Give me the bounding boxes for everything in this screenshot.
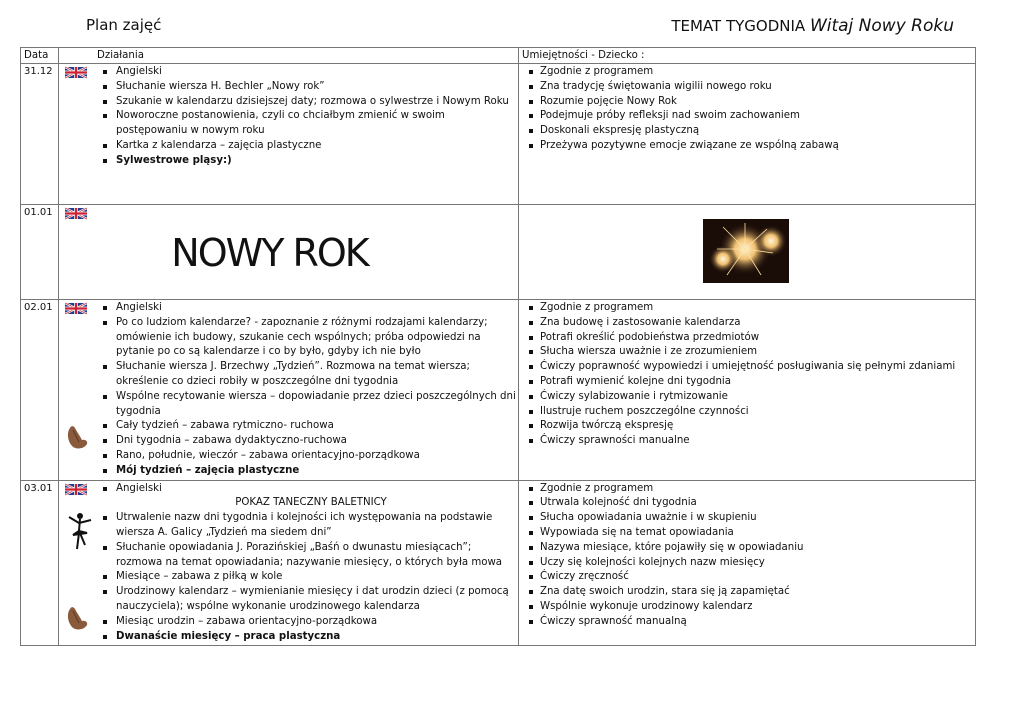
list-item: Przeżywa pozytywne emocje związane ze wspólną zabawą <box>540 139 975 154</box>
list-item: Urodzinowy kalendarz – wymienianie miesięcy i dat urodzin dzieci (z pomocą nauczyciela); wspólne wykonanie urodzinowego kalendarza <box>110 585 518 615</box>
list-item: Nazywa miesiące, które pojawiły się w opowiadaniu <box>540 541 975 556</box>
list-item: Potrafi wymienić kolejne dni tygodnia <box>540 375 975 390</box>
list-item: Słuchanie opowiadania J. Porazińskiej „Baśń o dwunastu miesiącach”; rozmowa na temat opowiadania; nazywanie miesięcy, o których była mowa <box>110 541 518 571</box>
fireworks-photo <box>703 219 789 283</box>
dance-show-heading: POKAZ TANECZNY BALETNICY <box>235 497 387 509</box>
activities-cell <box>59 300 519 481</box>
list-item: Angielski <box>110 65 518 80</box>
list-item: Rano, południe, wieczór – zabawa orientacyjno-porządkowa <box>110 449 518 464</box>
skills-cell <box>519 205 976 300</box>
row-date: 03.01 <box>21 480 59 646</box>
uk-flag-icon <box>65 302 87 315</box>
list-item: Miesiąc urodzin – zabawa orientacyjno-porządkowa <box>110 615 518 630</box>
list-item: Słucha opowiadania uważnie i w skupieniu <box>540 511 975 526</box>
ballerina-icon <box>65 511 93 551</box>
column-header-activities: Działania <box>59 48 519 64</box>
list-item: Sylwestrowe pląsy:) <box>110 154 518 169</box>
week-theme <box>671 16 954 36</box>
list-item: Noworoczne postanowienia, czyli co chciałbym zmienić w swoim postępowaniu w nowym roku <box>110 109 518 139</box>
list-item: Wspólne recytowanie wiersza – dopowiadanie przez dzieci poszczególnych dni tygodnia <box>110 390 518 420</box>
list-item: Ćwiczy zręczność <box>540 570 975 585</box>
clapping-hand-icon <box>64 424 90 450</box>
plan-title: Plan zajęć <box>86 16 162 34</box>
skills-cell <box>519 300 976 481</box>
theme-prefix: TEMAT TYGODNIA <box>671 17 806 35</box>
activities-cell <box>59 480 519 646</box>
list-item: Utrwala kolejność dni tygodnia <box>540 496 975 511</box>
skills-cell <box>519 64 976 205</box>
list-item: Mój tydzień – zajęcia plastyczne <box>110 464 518 479</box>
list-item: Zgodnie z programem <box>540 301 975 316</box>
list-item: Rozwija twórczą ekspresję <box>540 419 975 434</box>
list-item: Słucha wiersza uważnie i ze zrozumieniem <box>540 345 975 360</box>
list-item: Zgodnie z programem <box>540 482 975 497</box>
table-row <box>21 480 976 646</box>
list-item: Szukanie w kalendarzu dzisiejszej daty; rozmowa o sylwestrze i Nowym Roku <box>110 95 518 110</box>
row-date: 01.01 <box>21 205 59 300</box>
list-item: Podejmuje próby refleksji nad swoim zachowaniem <box>540 109 975 124</box>
column-header-date: Data <box>21 48 59 64</box>
list-item: Miesiące – zabawa z piłką w kole <box>110 570 518 585</box>
list-item: Potrafi określić podobieństwa przedmiotów <box>540 331 975 346</box>
row-date: 31.12 <box>21 64 59 205</box>
list-item: Zna budowę i zastosowanie kalendarza <box>540 316 975 331</box>
activities-cell <box>59 205 519 300</box>
list-item: Dni tygodnia – zabawa dydaktyczno-ruchowa <box>110 434 518 449</box>
list-item: Doskonali ekspresję plastyczną <box>540 124 975 139</box>
activities-cell <box>59 64 519 205</box>
plan-table <box>20 47 976 646</box>
clapping-hand-icon <box>64 605 90 631</box>
column-header-skills: Umiejętności - Dziecko : <box>519 48 976 64</box>
list-item: Angielski <box>110 482 518 497</box>
theme-name: Witaj Nowy Roku <box>809 16 954 36</box>
list-item: Słuchanie wiersza J. Brzechwy „Tydzień”. Rozmowa na temat wiersza; określenie co dzieci robiły w poszczególne dni tygodnia <box>110 360 518 390</box>
list-item: Kartka z kalendarza – zajęcia plastyczne <box>110 139 518 154</box>
list-item: Zna tradycję świętowania wigilii nowego roku <box>540 80 975 95</box>
list-item: Ilustruje ruchem poszczególne czynności <box>540 405 975 420</box>
list-item: Ćwiczy sprawności manualne <box>540 434 975 449</box>
list-item: Zgodnie z programem <box>540 65 975 80</box>
list-item: Słuchanie wiersza H. Bechler „Nowy rok” <box>110 80 518 95</box>
list-item: Po co ludziom kalendarze? - zapoznanie z różnymi rodzajami kalendarzy; omówienie ich budowy, szukanie cech wspólnych; próba odpowiedzi na pytanie po co są kalendarze i co by było, gdyby ich nie było <box>110 316 518 360</box>
row-date: 02.01 <box>21 300 59 481</box>
uk-flag-icon <box>65 483 87 496</box>
list-item: Utrwalenie nazw dni tygodnia i kolejności ich występowania na podstawie wiersza A. Galicy „Tydzień ma siedem dni” <box>110 511 518 541</box>
list-item: Ćwiczy sylabizowanie i rytmizowanie <box>540 390 975 405</box>
list-item: Dwanaście miesięcy – praca plastyczna <box>110 630 518 645</box>
table-header-row <box>21 48 976 64</box>
list-item: Ćwiczy poprawność wypowiedzi i umiejętność posługiwania się pełnymi zdaniami <box>540 360 975 375</box>
list-item: Zna datę swoich urodzin, stara się ją zapamiętać <box>540 585 975 600</box>
list-item: Wspólnie wykonuje urodzinowy kalendarz <box>540 600 975 615</box>
list-item: Rozumie pojęcie Nowy Rok <box>540 95 975 110</box>
holiday-title: NOWY ROK <box>171 231 368 275</box>
list-item: Cały tydzień – zabawa rytmiczno- ruchowa <box>110 419 518 434</box>
table-row <box>21 300 976 481</box>
table-row <box>21 64 976 205</box>
uk-flag-icon <box>65 66 87 79</box>
list-item: Wypowiada się na temat opowiadania <box>540 526 975 541</box>
list-item: Ćwiczy sprawność manualną <box>540 615 975 630</box>
list-item: Angielski <box>110 301 518 316</box>
table-row <box>21 205 976 300</box>
skills-cell <box>519 480 976 646</box>
list-item: Uczy się kolejności kolejnych nazw miesięcy <box>540 556 975 571</box>
